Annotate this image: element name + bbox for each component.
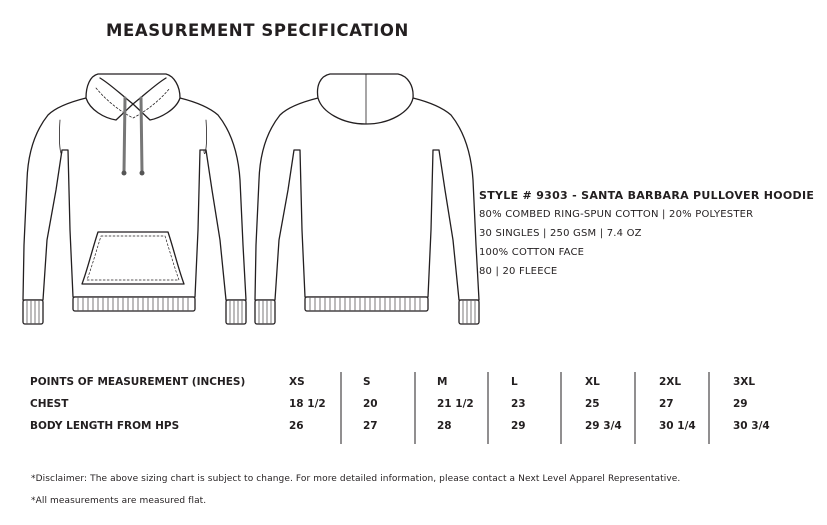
row-label: CHEST xyxy=(30,398,69,410)
table-cell: 28 xyxy=(437,420,452,432)
table-cell: 29 xyxy=(511,420,526,432)
spec-line: 80 | 20 FLEECE xyxy=(479,266,558,277)
table-cell: 30 3/4 xyxy=(733,420,770,432)
table-cell: 18 1/2 xyxy=(289,398,326,410)
table-cell: 21 1/2 xyxy=(437,398,474,410)
table-header-row xyxy=(28,371,807,393)
size-3xl: 3XL xyxy=(733,376,756,388)
size-s: S xyxy=(363,376,371,388)
table-cell: 27 xyxy=(659,398,674,410)
table-cell: 25 xyxy=(585,398,600,410)
table-cell: 29 xyxy=(733,398,748,410)
table-row xyxy=(28,415,807,437)
spec-line: 30 SINGLES | 250 GSM | 7.4 OZ xyxy=(479,228,642,239)
flat-measurement-note: *All measurements are measured flat. xyxy=(31,496,207,506)
disclaimer-note: *Disclaimer: The above sizing chart is subject to change. For more detailed information, please contact a Next Level Apparel Representative. xyxy=(31,474,681,484)
size-xs: XS xyxy=(289,376,305,388)
table-cell: 30 1/4 xyxy=(659,420,696,432)
spec-line: 80% COMBED RING-SPUN COTTON | 20% POLYESTER xyxy=(479,209,754,220)
size-xl: XL xyxy=(585,376,600,388)
table-row xyxy=(28,393,807,415)
size-2xl: 2XL xyxy=(659,376,682,388)
header-label: POINTS OF MEASUREMENT (INCHES) xyxy=(30,376,246,388)
table-cell: 27 xyxy=(363,420,378,432)
spec-line: 100% COTTON FACE xyxy=(479,247,585,258)
measurement-table xyxy=(28,371,807,437)
table-cell: 29 3/4 xyxy=(585,420,622,432)
style-title: STYLE # 9303 - SANTA BARBARA PULLOVER HOODIE xyxy=(479,189,815,202)
page-title: MEASUREMENT SPECIFICATION xyxy=(106,21,409,40)
table-cell: 20 xyxy=(363,398,378,410)
row-label: BODY LENGTH FROM HPS xyxy=(30,420,180,432)
table-cell: 26 xyxy=(289,420,304,432)
size-l: L xyxy=(511,376,518,388)
table-cell: 23 xyxy=(511,398,526,410)
size-m: M xyxy=(437,376,448,388)
